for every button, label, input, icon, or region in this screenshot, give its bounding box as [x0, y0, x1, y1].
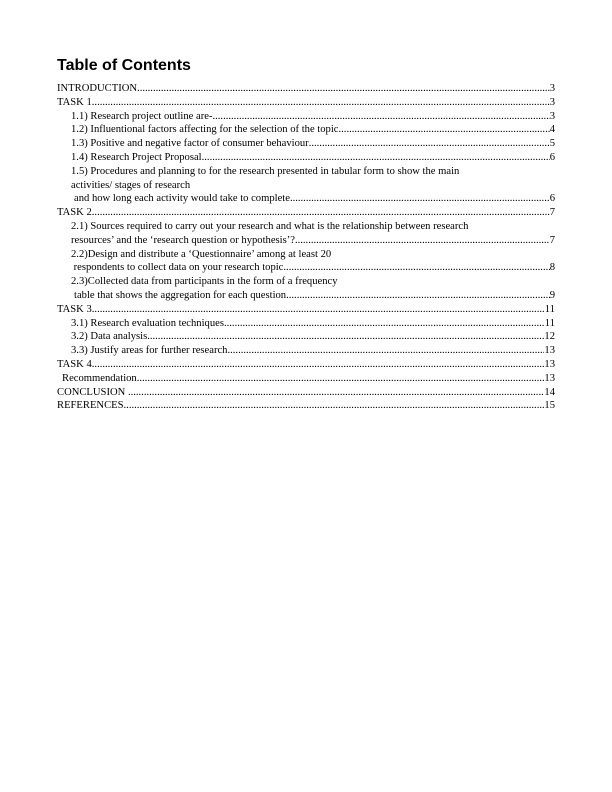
toc-entry-introduction[interactable] [57, 82, 555, 96]
toc-page-number: 6 [549, 151, 555, 163]
toc-entry-text: TASK 3 [57, 303, 92, 315]
toc-entry-2-1[interactable] [57, 220, 555, 248]
toc-entry-text: TASK 2 [57, 207, 92, 219]
toc-page-number: 13 [544, 345, 555, 357]
toc-leader [290, 192, 550, 206]
toc-list [57, 82, 555, 413]
toc-entry-text: 1.3) Positive and negative factor of consumer behaviour [71, 138, 309, 150]
toc-entry-task-2[interactable] [57, 206, 555, 220]
toc-entry-text-line: 2.2)Design and distribute a ‘Questionnaire’ among at least 20 [71, 248, 332, 260]
toc-page-number: 7 [549, 207, 555, 219]
toc-leader [227, 344, 544, 358]
toc-entry-text: 1.2) Influentional factors affecting for the selection of the topic [71, 124, 339, 136]
toc-leader [202, 151, 550, 165]
toc-page-number: 3 [549, 83, 555, 94]
toc-entry-text: resources’ and the ‘research question or hypothesis’? [71, 234, 295, 246]
toc-entry-text: table that shows the aggregation for each question [74, 289, 287, 301]
toc-leader [92, 96, 550, 110]
toc-entry-3-3[interactable] [57, 344, 555, 358]
toc-page-number: 12 [544, 331, 555, 343]
toc-leader [92, 303, 545, 317]
toc-entry-text: 3.3) Justify areas for further research [71, 345, 228, 357]
toc-entry-references[interactable] [57, 399, 555, 413]
toc-page-number: 3 [549, 110, 555, 122]
toc-page-number: 11 [544, 303, 555, 315]
toc-page-number: 13 [544, 358, 555, 370]
toc-leader [137, 372, 545, 386]
toc-page-number: 13 [544, 372, 555, 384]
toc-entry-text: TASK 4 [57, 358, 92, 370]
toc-entry-task-1[interactable] [57, 96, 555, 110]
toc-entry-text: respondents to collect data on your research topic [71, 262, 284, 274]
toc-page-number: 8 [549, 262, 555, 274]
toc-leader [137, 82, 550, 96]
toc-page-number: 9 [549, 289, 555, 301]
toc-entry-1-4[interactable] [57, 151, 555, 165]
toc-leader [283, 261, 549, 275]
toc-entry-last-line [57, 234, 555, 248]
toc-entry-last-line [57, 261, 555, 275]
toc-entry-1-5[interactable] [57, 165, 555, 206]
toc-entry-1-2[interactable] [57, 123, 555, 137]
toc-entry-last-line [57, 192, 555, 206]
toc-leader [339, 123, 550, 137]
toc-page-number: 5 [549, 138, 555, 150]
toc-leader [124, 399, 545, 413]
toc-leader [92, 358, 545, 372]
toc-title: Table of Contents [57, 57, 191, 74]
toc-entry-1-1[interactable] [57, 110, 555, 124]
toc-entry-recommendation[interactable] [57, 372, 555, 386]
toc-entry-text: Recommendation [62, 372, 137, 384]
toc-page-number: 15 [544, 400, 555, 412]
toc-page-number: 4 [549, 124, 555, 136]
toc-entry-text: 1.4) Research Project Proposal [71, 151, 202, 163]
toc-entry-task-3[interactable] [57, 303, 555, 317]
toc-entry-text: 1.1) Research project outline are- [71, 110, 213, 122]
toc-page-number: 14 [544, 386, 555, 398]
toc-entry-text: 3.2) Data analysis [71, 331, 148, 343]
toc-entry-2-3[interactable] [57, 275, 555, 303]
toc-entry-text: INTRODUCTION [57, 83, 138, 94]
toc-entry-text: and how long each activity would take to complete [74, 193, 290, 205]
toc-entry-text-line: activities/ stages of research [71, 179, 191, 191]
toc-entry-text: CONCLUSION [57, 386, 128, 398]
toc-entry-text: TASK 1 [57, 96, 92, 108]
toc-entry-task-4[interactable] [57, 358, 555, 372]
toc-page-number: 11 [544, 317, 555, 329]
toc-entry-2-2[interactable] [57, 248, 555, 276]
toc-leader [92, 206, 550, 220]
toc-page-number: 6 [549, 193, 555, 205]
toc-entry-3-1[interactable] [57, 317, 555, 331]
toc-leader [224, 317, 545, 331]
toc-page-number: 7 [549, 234, 555, 246]
toc-entry-text: REFERENCES [57, 400, 124, 412]
toc-entry-text: 3.1) Research evaluation techniques [71, 317, 224, 329]
toc-entry-3-2[interactable] [57, 330, 555, 344]
toc-leader [286, 289, 550, 303]
toc-entry-text-line: 2.3)Collected data from participants in the form of a frequency [71, 276, 338, 288]
toc-leader [212, 110, 549, 124]
toc-leader [309, 137, 550, 151]
toc-leader [128, 386, 544, 400]
toc-entry-1-3[interactable] [57, 137, 555, 151]
toc-entry-last-line [57, 289, 555, 303]
toc-leader [295, 234, 550, 248]
toc-leader [147, 330, 544, 344]
toc-page-number: 3 [549, 96, 555, 108]
toc-entry-conclusion[interactable] [57, 386, 555, 400]
toc-entry-text-line: 1.5) Procedures and planning to for the research presented in tabular form to show the main [71, 165, 460, 177]
toc-entry-text-line: 2.1) Sources required to carry out your research and what is the relationship between research [71, 220, 469, 232]
